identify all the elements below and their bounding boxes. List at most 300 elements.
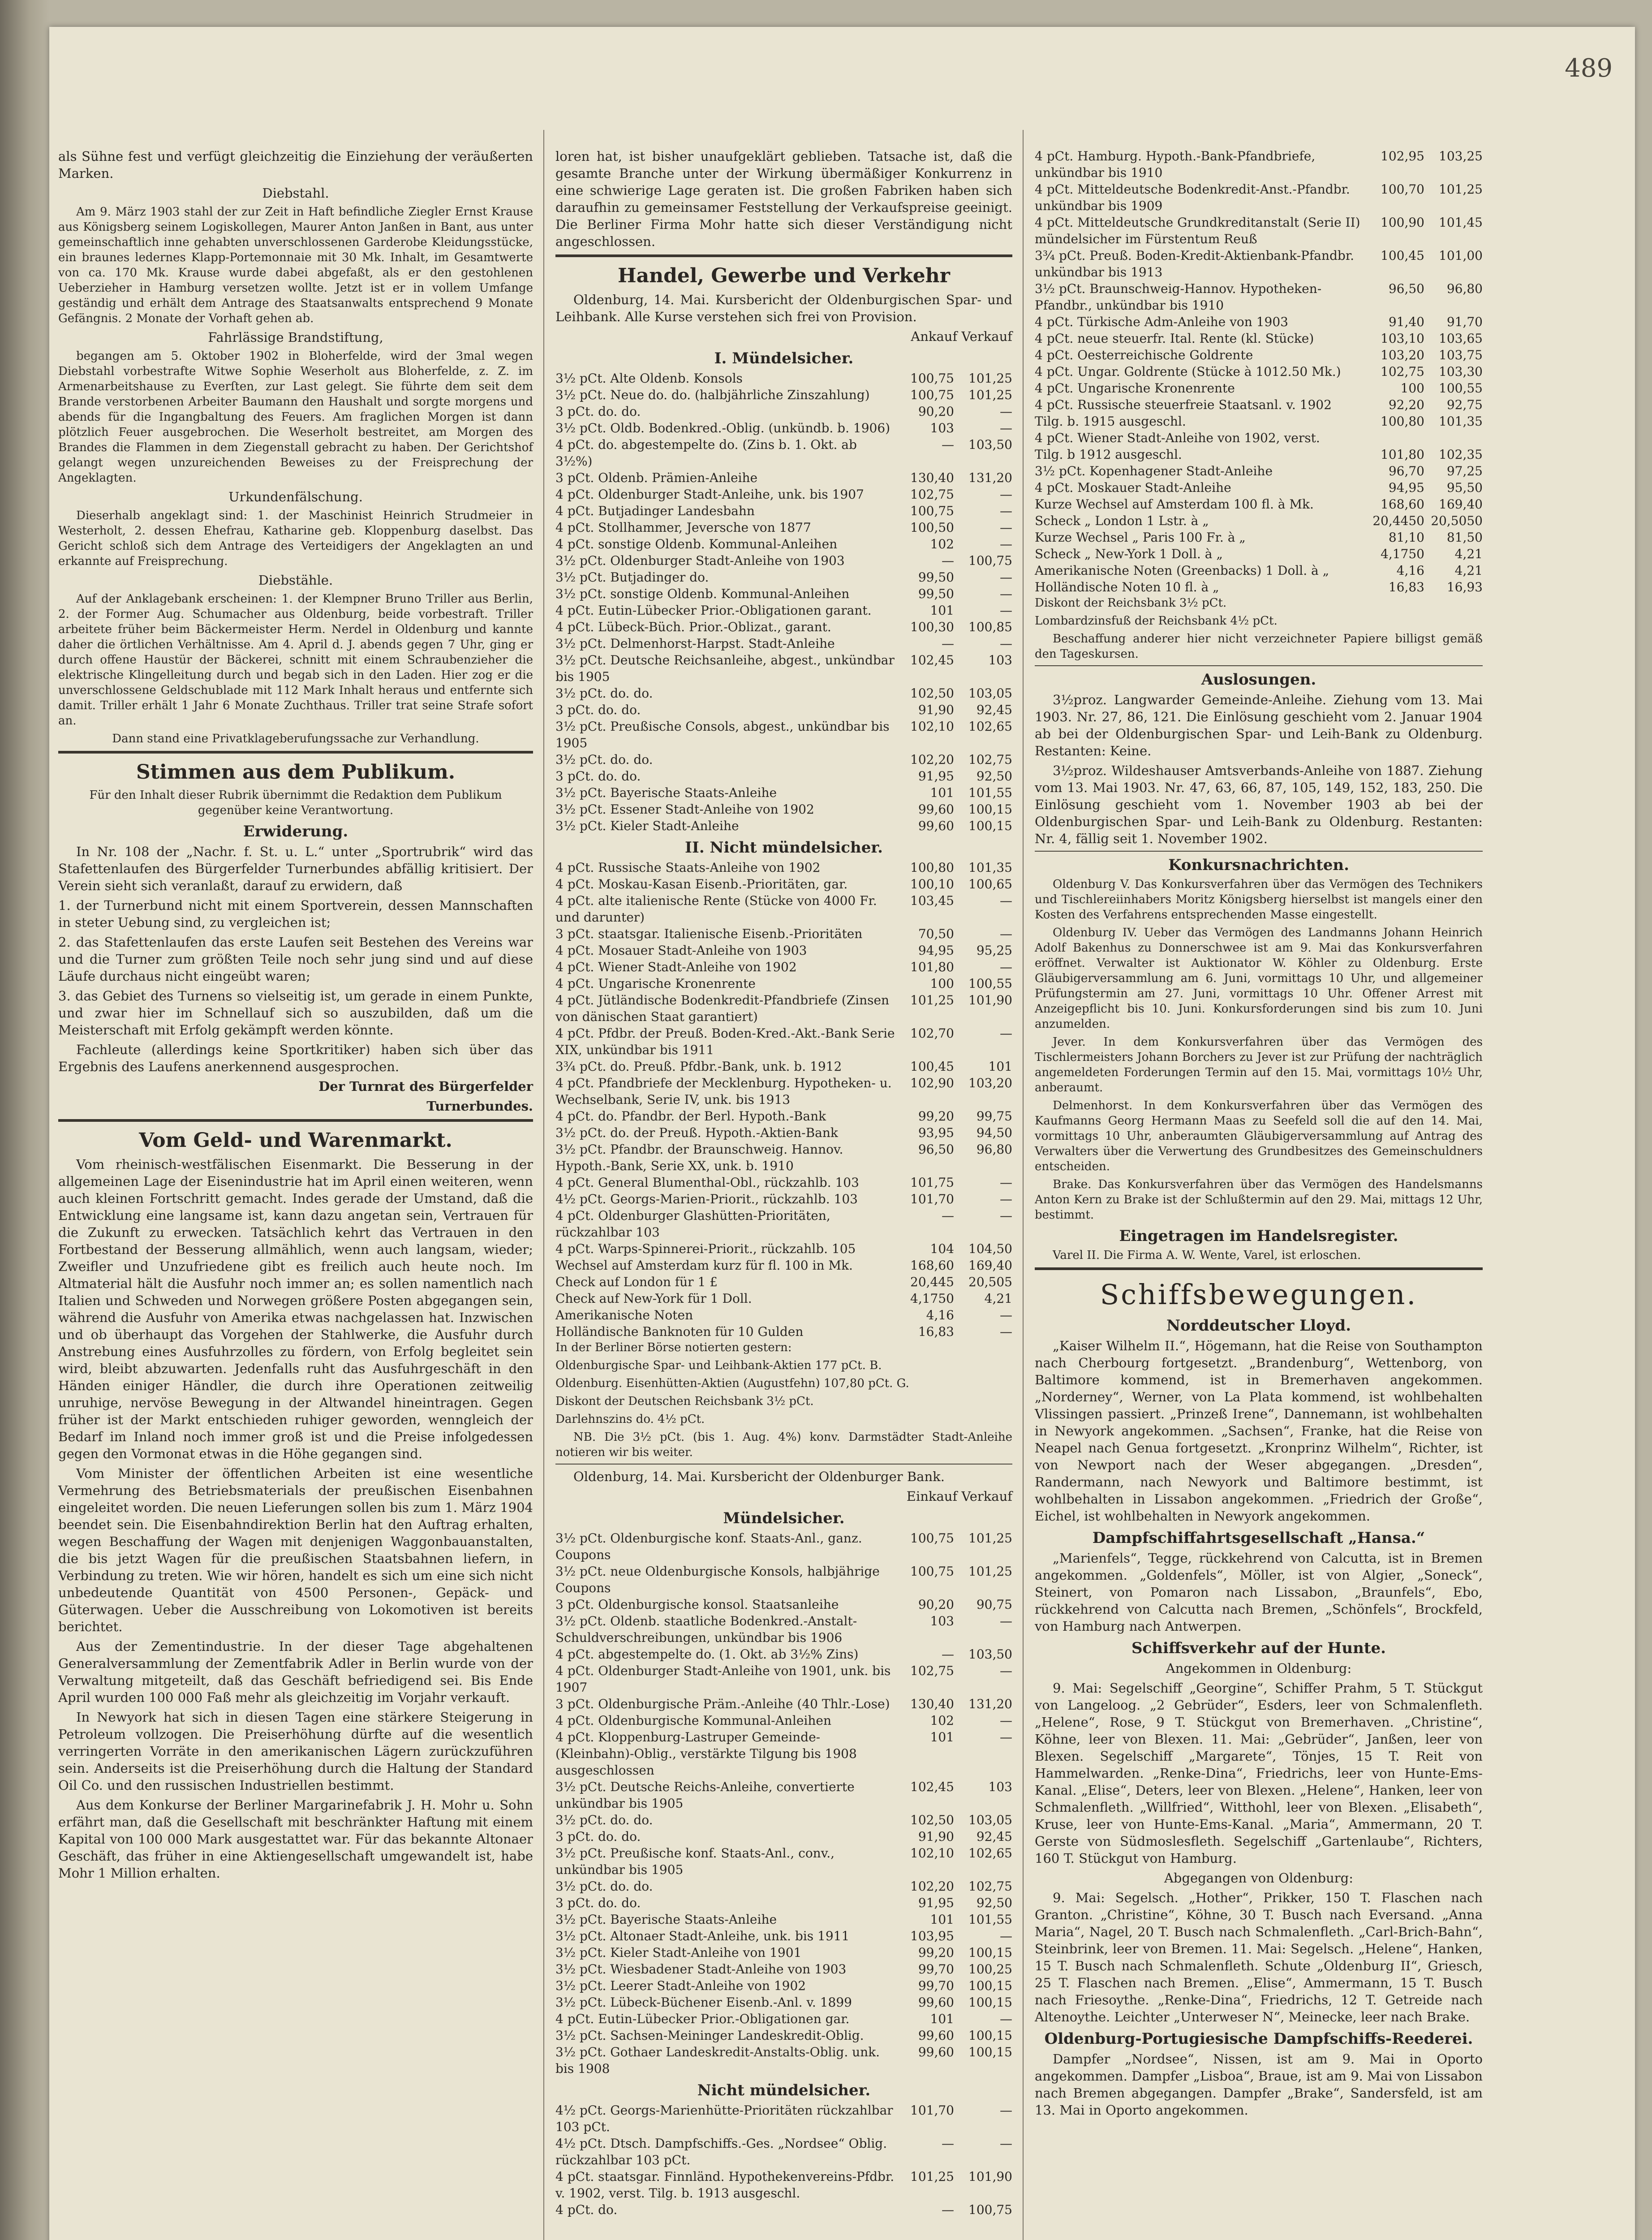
- diebstahl-title: Diebstahl.: [262, 185, 329, 201]
- kurs-row: [555, 1779, 1012, 1812]
- kurs-label: 4 pCt. staatsgar. Finnländ. Hypothekenvereins-Pfdbr. v. 1902, verst. Tilg. b. 1913 ausgeschl.: [555, 2169, 895, 2201]
- kurs-verkauf: 92,50: [976, 1895, 1012, 1910]
- kurs-row: [1035, 579, 1483, 595]
- kurs-row: [555, 370, 1012, 387]
- kurs-row: [1035, 347, 1483, 363]
- kurs2-table-1: [555, 1530, 1012, 2077]
- kurs-row: [555, 1646, 1012, 1663]
- kurs-label: 4 pCt. Mosauer Stadt-Anleihe von 1903: [555, 943, 807, 958]
- kurs-ankauf: 101,75: [910, 1175, 954, 1190]
- kurs-ankauf: 99,50: [918, 586, 954, 601]
- kurs-verkauf: 101,35: [968, 860, 1012, 875]
- kurs-ankauf: 100,70: [1381, 182, 1424, 197]
- kurs-label: 3½ pCt. Oldenburgische konf. Staats-Anl., ganz. Coupons: [555, 1531, 862, 1562]
- kurs-ankauf: 91,90: [918, 702, 954, 717]
- kurs-row: [555, 1058, 1012, 1075]
- kurs-label: Tilg. b. 1915 ausgeschl.: [1035, 414, 1186, 429]
- kurs-label: 4 pCt. Türkische Adm-Anleihe von 1903: [1035, 314, 1288, 329]
- kurs-verkauf: 100,55: [1439, 381, 1483, 396]
- kurs-verkauf: 94,50: [976, 1125, 1012, 1140]
- kurs1-intro: Oldenburg, 14. Mai. Kursbericht der Oldenburgischen Spar- und Leihbank. Alle Kurse verstehen sich frei von Provision.: [555, 292, 1012, 324]
- kurs-ankauf: 100,10: [910, 877, 954, 892]
- kurs-verkauf: 104,50: [968, 1241, 1012, 1256]
- kurs-ankauf: 102,90: [910, 1076, 954, 1090]
- kurs-row: [555, 1141, 1012, 1174]
- kurs-label: 3 pCt. do. do.: [555, 404, 641, 419]
- kurs-label: Check auf New-York für 1 Doll.: [555, 1291, 752, 1306]
- kurs-ankauf: 102: [930, 537, 954, 551]
- kurs-row: [1035, 446, 1483, 463]
- newspaper-page: [49, 27, 1635, 2240]
- kurs-verkauf: —: [1000, 636, 1012, 651]
- kurs-label: 4 pCt. Lübeck-Büch. Prior.-Oblizat., garant.: [555, 620, 831, 634]
- kurs1-section: II. Nicht mündelsicher.: [685, 839, 883, 857]
- kurs-verkauf: —: [1000, 1713, 1012, 1728]
- diebstaehle-text: Auf der Anklagebank erscheinen: 1. der Klempner Bruno Triller aus Berlin, 2. der Former Aug. Schumacher aus Oldenburg, beide vorbestraft. Triller arbeitete früher beim Bäckermeister Herm. Nerdel in Oldenburg und kannte daher die örtlichen Verhältnisse. Am 4. April d. J. abends gegen 7 Uhr, ging er durch offene Haustür der Bäckerei, schnitt mit einem Schraubenzieher die elektrische Klingelleitung durch und begab sich in den Laden. Hier zog er die unverschlossene Geldschublade mit 112 Mark Inhalt heraus und entfernte sich damit. Triller erhält 1 Jahr 6 Monate Zuchthaus. Triller trat seine Strafe sofort an.: [58, 592, 533, 728]
- kurs-verkauf: 97,25: [1446, 464, 1483, 478]
- kurs-label: Wechsel auf Amsterdam kurz für fl. 100 in Mk.: [555, 1258, 853, 1273]
- kurs-ankauf: 102,70: [910, 1026, 954, 1041]
- kurs-verkauf: 103,05: [968, 686, 1012, 701]
- kurs-ankauf: 94,95: [918, 943, 954, 958]
- boerse-line: Oldenburg. Eisenhütten-Aktien (Augustfehn) 107,80 pCt. G.: [555, 1377, 909, 1390]
- kurs-ankauf: —: [942, 1647, 954, 1662]
- kurs-verkauf: 100,85: [968, 620, 1012, 634]
- kurs-label: 4 pCt. Oesterreichische Goldrente: [1035, 348, 1253, 362]
- col1-intro: als Sühne fest und verfügt gleichzeitig die Einziehung der veräußerten Marken.: [58, 149, 533, 181]
- kurs-label: 3½ pCt. Delmenhorst-Harpst. Stadt-Anleihe: [555, 636, 835, 651]
- kurs2-intro: Oldenburg, 14. Mai. Kursbericht der Oldenburger Bank.: [573, 1469, 945, 1484]
- kurs-label: Kurze Wechsel „ Paris 100 Fr. à „: [1035, 530, 1246, 545]
- kurs1-section: I. Mündelsicher.: [714, 349, 854, 367]
- kurs-ankauf: 102,45: [910, 653, 954, 668]
- kurs-ankauf: 168,60: [910, 1258, 954, 1273]
- kurs-row: [555, 876, 1012, 892]
- kurs-verkauf: —: [1000, 603, 1012, 618]
- kurs-label: 3½ pCt. Essener Stadt-Anleihe von 1902: [555, 802, 814, 817]
- erwiderung-signature: Der Turnrat des Bürgerfelder: [318, 1079, 533, 1094]
- kurs-ankauf: —: [942, 2202, 954, 2217]
- kurs-label: 3½ pCt. Kieler Stadt-Anleihe von 1901: [555, 1945, 802, 1960]
- kurs2-section: Mündelsicher.: [723, 1509, 845, 1527]
- kurs-verkauf: —: [1000, 520, 1012, 535]
- kurs-ankauf: —: [942, 636, 954, 651]
- kurs-verkauf: —: [1000, 487, 1012, 502]
- kurs-label: 3½ pCt. do. do.: [555, 1879, 653, 1894]
- kurs-verkauf: 100,15: [968, 1945, 1012, 1960]
- hunte-title: Schiffsverkehr auf der Hunte.: [1131, 1639, 1386, 1657]
- kurs-row: [555, 784, 1012, 801]
- kurs-row: [555, 1961, 1012, 1977]
- kurs-row: [555, 2102, 1012, 2135]
- kurs-row: [1035, 247, 1483, 280]
- hunte-subtitle: Angekommen in Oldenburg:: [1166, 1661, 1352, 1676]
- kurs-row: [555, 892, 1012, 926]
- kurs-ankauf: 102,75: [1381, 364, 1424, 379]
- kurs-label: 3½ pCt. Bayerische Staats-Anleihe: [555, 785, 777, 800]
- kurs-verkauf: 103: [988, 653, 1012, 668]
- kurs-label: 3½ pCt. sonstige Oldenb. Kommunal-Anleihen: [555, 586, 850, 601]
- geld-paragraph: Vom Minister der öffentlichen Arbeiten ist eine wesentliche Vermehrung des Betriebsmaterials der preußischen Eisenbahnen eingeleitet worden. Die neuen Lieferungen sollen bis zum 1. März 1904 beendet sein. Die Eisenbahndirektion Berlin hat den Auftrag erhalten, wegen Beschaffung der Wagen mit denjenigen Waggonbauanstalten, die bis jetzt Wagen für die preußischen Staatsbahnen liefern, in Verbindung zu treten. Wie wir hören, handelt es sich um eine sich nicht unbedeutende Quantität von 4500 Personen-, Gepäck- und Güterwagen. Ueber die Ausschreibung von Lokomotiven ist bereits berichtet.: [58, 1466, 533, 1634]
- kurs-verkauf: 92,45: [976, 702, 1012, 717]
- kurs-ankauf: 101,80: [1381, 447, 1424, 462]
- kurs1-table-2: [555, 859, 1012, 1340]
- divider: [58, 1119, 533, 1122]
- kurs-label: 3¾ pCt. do. Preuß. Pfdbr.-Bank, unk. b. 1912: [555, 1059, 842, 1074]
- boerse-line: Darlehnszins do. 4½ pCt.: [555, 1413, 705, 1426]
- kurs-verkauf: —: [1000, 421, 1012, 435]
- kurs-ankauf: 99,60: [918, 1995, 954, 2010]
- kurs-verkauf: —: [1000, 1192, 1012, 1206]
- kurs-row: [555, 1845, 1012, 1878]
- kurs-row: [555, 959, 1012, 975]
- kurs-ankauf: 103,20: [1381, 348, 1424, 362]
- divider: [1035, 665, 1483, 666]
- binding-edge: [0, 0, 49, 2240]
- brand-text: begangen am 5. Oktober 1902 in Bloherfelde, wird der 3mal wegen Diebstahl vorbestrafte Witwe Sophie Weserholt aus Bloherfelde, z. Z. im Armenarbeitshause zu Everſten, zur Last gelegt. Sie führte dem seit dem Brande verstorbenen Arbeiter Baumann den Haushalt und sorgte morgens und abends für die Ingangbaltung des Feuers. Am fraglichen Morgen ist dann plötzlich Feuer ausgebrochen. Die Weserholt bestreitet, am Morgen des Brandes die Flammen in dem Ziegenstall gebracht zu haben. Der Gerichtshof gelangt wegen unzureichenden Beweises zu der Freisprechung der Angeklagten.: [58, 349, 533, 485]
- kurs-ankauf: 16,83: [918, 1324, 954, 1339]
- kurs-label: 4½ pCt. Georgs-Marien-Priorit., rückzahlb. 103: [555, 1192, 858, 1206]
- kurs-ankauf: 90,20: [918, 404, 954, 419]
- kurs-verkauf: 92,50: [976, 769, 1012, 784]
- kurs-row: [555, 387, 1012, 403]
- kurs-label: 4 pCt. Jütländische Bodenkredit-Pfandbriefe (Zinsen von dänischen Staat garantiert): [555, 993, 890, 1024]
- kurs-row: [1035, 479, 1483, 496]
- kurs-label: 4 pCt. do.: [555, 2202, 618, 2217]
- kurs-label: Amerikanische Noten: [555, 1308, 693, 1322]
- boerse-line: In der Berliner Börse notierten gestern:: [555, 1341, 792, 1354]
- kurs-ankauf: 104: [930, 1241, 954, 1256]
- kurs-verkauf: 16,93: [1446, 580, 1483, 594]
- kurs-ankauf: 96,70: [1388, 464, 1424, 478]
- geld-paragraph: Vom rheinisch-westfälischen Eisenmarkt. Die Besserung in der allgemeinen Lage der Eisenindustrie hat im April einen weiteren, wenn auch kleinen Fortschritt gemacht. Indes gerade der Umstand, daß die Entwicklung eine langsame ist, kann dazu angetan sein, Vertrauen für die Zukunft zu erwecken. Tatsächlich kehrt das Vertrauen in den Fortbestand der Besserung allmählich, wenn auch langsam, wieder; Zweifler und Unzufriedene gibt es freilich auch heute noch. Im Altmaterial hält die Ausfuhr noch immer an; es sollen namentlich nach Italien und Schweden und Norwegen größere Posten abgegangen sein, während die Ausfuhr von Amerika etwas nachgelassen hat. Inzwischen und ob überhaupt das Vorgehen der Stahlwerke, die Ausfuhr durch Anstrebung eines Ausfuhrzolles zu fördern, von Erfolg begleitet sein wird, bleibt abzuwarten. Jedenfalls ruht das Ausfuhrgeschäft in den Händen einiger Händler, die durch ihre Operationen zeitweilig unruhige, nervöse Bewegung in der Altwandel hineintragen. Gegen früher ist der Markt entschieden ruhiger geworden, wenngleich der Bedarf im Inland noch immer groß ist und die Preise infolgedessen gegen den Vormonat etwas in die Höhe gegangen sind.: [58, 1157, 533, 1461]
- kurs-row: [1035, 463, 1483, 479]
- kurs-ankauf: 100,45: [1381, 248, 1424, 263]
- kurs-ankauf: 100: [1400, 381, 1424, 396]
- kurs-verkauf: —: [1000, 1324, 1012, 1339]
- kurs-verkauf: 103,50: [968, 437, 1012, 452]
- kurs-row: [555, 1257, 1012, 1274]
- kurs-verkauf: 100,15: [968, 818, 1012, 833]
- kurs-row: [555, 1944, 1012, 1961]
- kurs1-header: Ankauf Verkauf: [911, 329, 1012, 344]
- divider: [555, 254, 1012, 257]
- kurs-verkauf: 103,75: [1439, 348, 1483, 362]
- kurs-verkauf: 20,505: [968, 1275, 1012, 1289]
- kurs-ankauf: 94,95: [1388, 480, 1424, 495]
- kurs-label: 4 pCt. Stollhammer, Jeversche von 1877: [555, 520, 811, 535]
- kurs-label: 4½ pCt. Georgs-Marienhütte-Prioritäten rückzahlbar 103 pCt.: [555, 2103, 893, 2134]
- erwiderung-item: 1. der Turnerbund nicht mit einem Sportverein, dessen Mannschaften in steter Uebung sind, zu vergleichen ist;: [58, 898, 533, 930]
- kurs-verkauf: 91,70: [1446, 314, 1483, 329]
- kurs-ankauf: 101: [930, 2012, 954, 2026]
- kurs-label: Scheck „ New-York 1 Doll. à „: [1035, 547, 1223, 561]
- kurs2-section: Nicht mündelsicher.: [697, 2081, 871, 2099]
- kurs-ankauf: 100,80: [1381, 414, 1424, 429]
- kurs-ankauf: 103,10: [1381, 331, 1424, 346]
- kurs-ankauf: 70,50: [918, 926, 954, 941]
- kurs-row: [555, 1994, 1012, 2011]
- kurs-label: 3½ pCt. do. do.: [555, 752, 653, 767]
- kurs-row: [555, 403, 1012, 420]
- kurs-row: [555, 1712, 1012, 1729]
- kurs-label: Holländische Banknoten für 10 Gulden: [555, 1324, 804, 1339]
- kurs-row: [555, 1878, 1012, 1895]
- kurs-ankauf: 99,50: [918, 570, 954, 585]
- kurs-row: [555, 1124, 1012, 1141]
- kurs-label: 3½ pCt. Kopenhagener Stadt-Anleihe: [1035, 464, 1273, 478]
- kurs-verkauf: 103,30: [1439, 364, 1483, 379]
- kurs-row: [555, 2201, 1012, 2218]
- kurs-label: 3½ pCt. Butjadinger do.: [555, 570, 709, 585]
- kurs-verkauf: 100,15: [968, 1995, 1012, 2010]
- kurs-row: [555, 2135, 1012, 2168]
- diebstaehle-end: Dann stand eine Privatklageberufungssache zur Verhandlung.: [112, 732, 479, 745]
- kurs-ankauf: 91,90: [918, 1829, 954, 1844]
- kurs-row: [555, 818, 1012, 834]
- kurs-verkauf: 4,21: [1454, 547, 1483, 561]
- kurs-ankauf: 100,50: [910, 520, 954, 535]
- portugal-title: Oldenburg-Portugiesische Dampfschiffs-Reederei.: [1044, 2030, 1473, 2048]
- handelsregister-text: Varel II. Die Firma A. W. Wente, Varel, ist erloschen.: [1053, 1249, 1361, 1262]
- kurs-row: [555, 992, 1012, 1025]
- kurs-verkauf: 100,65: [968, 877, 1012, 892]
- erwiderung-item: 2. das Stafettenlaufen das erste Laufen seit Bestehen des Vereins war und die Turner zum größten Teile noch sehr jung sind und auf diese Läufe durchaus nicht eingeübt waren;: [58, 935, 533, 984]
- kurs-label: 3 pCt. do. do.: [555, 1829, 641, 1844]
- kurs-verkauf: 102,75: [968, 752, 1012, 767]
- kurs-label: 3½ pCt. neue Oldenburgische Konsols, halbjährige Coupons: [555, 1564, 880, 1595]
- kurs-row: [555, 1828, 1012, 1845]
- kurs-row: [555, 1207, 1012, 1241]
- kurs-row: [555, 1911, 1012, 1928]
- kurs-ankauf: 100,75: [910, 388, 954, 402]
- kurs-row: [555, 1307, 1012, 1323]
- kurs-label: 4 pCt. Wiener Stadt-Anleihe von 1902: [555, 960, 797, 974]
- konkurs-text: Jever. In dem Konkursverfahren über das Vermögen des Tischlermeisters Johann Borchers zu Jever ist zur Prüfung der nachträglich angemeldeten Forderungen Termin auf den 15. Mai, vormittags 10½ Uhr, anberaumt.: [1035, 1035, 1483, 1094]
- boerse-line: Oldenburgische Spar- und Leihbank-Aktien 177 pCt. B.: [555, 1359, 882, 1372]
- kurs-label: 3½ pCt. Oldb. Bodenkred.-Oblig. (unkündb. b. 1906): [555, 421, 891, 435]
- divider: [1035, 1267, 1483, 1270]
- kurs-ankauf: 101: [930, 603, 954, 618]
- kurs-ankauf: 100,80: [910, 860, 954, 875]
- kurs-ankauf: 101,70: [910, 2103, 954, 2118]
- kurs-verkauf: 92,45: [976, 1829, 1012, 1844]
- kurs-row: [555, 1977, 1012, 1994]
- kurs-label: 3½ pCt. Braunschweig-Hannov. Hypotheken-Pfandbr., unkündbar bis 1910: [1035, 281, 1322, 313]
- kurs-label: 4 pCt. Moskauer Stadt-Anleihe: [1035, 480, 1231, 495]
- kurs-row: [1035, 214, 1483, 247]
- kurs-row: [555, 2011, 1012, 2027]
- kurs-verkauf: —: [1000, 2136, 1012, 2151]
- kurs-label: 3½ pCt. Deutsche Reichs-Anleihe, convertierte unkündbar bis 1905: [555, 1779, 855, 1811]
- kurs-ankauf: 102,20: [910, 752, 954, 767]
- kurs-verkauf: —: [1000, 1663, 1012, 1678]
- lloyd-title: Norddeutscher Lloyd.: [1166, 1317, 1351, 1335]
- kurs-ankauf: —: [942, 437, 954, 452]
- kurs-label: Tilg. b 1912 ausgeschl.: [1035, 447, 1182, 462]
- kurs-row: [555, 635, 1012, 652]
- kurs-label: 4 pCt. Ungar. Goldrente (Stücke à 1012.50 Mk.): [1035, 364, 1341, 379]
- geld-title: Vom Geld- und Warenmarkt.: [139, 1129, 452, 1152]
- kurs-verkauf: —: [1000, 1730, 1012, 1745]
- kurs-row: [555, 470, 1012, 486]
- kurs-ankauf: 100,90: [1381, 215, 1424, 230]
- kurs-row: [555, 859, 1012, 876]
- kurs-ankauf: 99,60: [918, 818, 954, 833]
- kurs-row: [555, 2044, 1012, 2077]
- kurs-row: [555, 801, 1012, 818]
- kurs-verkauf: 95,50: [1446, 480, 1483, 495]
- kurs-verkauf: 102,65: [968, 1846, 1012, 1861]
- kurs-label: 3 pCt. Oldenburgische Präm.-Anleihe (40 Thlr.-Lose): [555, 1697, 890, 1711]
- kurs-verkauf: 131,20: [968, 1697, 1012, 1711]
- kurs-verkauf: 169,40: [968, 1258, 1012, 1273]
- kurs-ankauf: 101,80: [910, 960, 954, 974]
- kurs-ankauf: 102,10: [910, 719, 954, 734]
- kurs-verkauf: 100,15: [968, 1978, 1012, 1993]
- kurs-row: [1035, 330, 1483, 347]
- kurs-verkauf: 169,40: [1439, 497, 1483, 512]
- kurs-label: 4 pCt. Pfandbriefe der Mecklenburg. Hypotheken- u. Wechselbank, Serie IV, unk. bis 1913: [555, 1076, 892, 1107]
- kurs-ankauf: 99,60: [918, 802, 954, 817]
- kurs-ankauf: 101: [930, 1730, 954, 1745]
- kurs-row: [555, 486, 1012, 503]
- kurs-verkauf: 101,25: [968, 388, 1012, 402]
- kurs-verkauf: 101,25: [968, 1564, 1012, 1579]
- kurs-row: [1035, 562, 1483, 579]
- kurs-ankauf: 102,75: [910, 487, 954, 502]
- kurs-verkauf: 103: [988, 1779, 1012, 1794]
- kurs-ankauf: 92,20: [1388, 397, 1424, 412]
- portugal-text: Dampfer „Nordsee“, Nissen, ist am 9. Mai in Oporto angekommen. Dampfer „Lisboa“, Braue, ist am 9. Mai von Lissabon nach Bremen abgegangen. Dampfer „Brake“, Sandersfeld, ist am 13. Mai in Oporto angekommen.: [1035, 2051, 1483, 2118]
- kurs-verkauf: 103,50: [968, 1647, 1012, 1662]
- konkurs-title: Konkursnachrichten.: [1168, 856, 1349, 874]
- kurs-label: 4 pCt. General Blumenthal-Obl., rückzahlb. 103: [555, 1175, 859, 1190]
- kurs-ankauf: 101,25: [910, 2169, 954, 2184]
- hunte-text: 9. Mai: Segelsch. „Hother“, Prikker, 150 T. Flaschen nach Granton. „Christine“, Köhne, 30 T. Busch nach Eversand. „Anna Maria“, Nagel, 20 T. Busch nach Schmalenfleth. „Carl-Brich-Bahn“, Steinbrink, leer von Bremen. 11. Mai: Segelsch. „Helene“, Hanken, 15 T. Busch nach Schmalenfleth. Schute „Oldenburg II“, Griesch, 25 T. Flaschen nach Bremen. „Elise“, Ammermann, 15 T. Busch nach Friesoythe. „Renke-Dina“, Friedrichs, 12 T. Getreide nach Altenoythe. Leichter „Unterweser N“, Meinecke, leer nach Brake.: [1035, 1890, 1483, 2025]
- kurs-verkauf: 102,65: [968, 719, 1012, 734]
- divider: [58, 751, 533, 754]
- kurs-ankauf: 100: [930, 976, 954, 991]
- kurs-row: [1035, 413, 1483, 430]
- kurs-label: 4 pCt. Mitteldeutsche Grundkreditanstalt (Serie II) mündelsicher im Fürstentum Reuß: [1035, 215, 1360, 246]
- geld-paragraph: Aus dem Konkurse der Berliner Margarinefabrik J. H. Mohr u. Sohn erfährt man, daß die Gesellschaft mit beschränkter Haftung mit einem Kapital von 100 000 Mark ausgestattet war. Für das bekannte Altonaer Geschäft, das früher in eine Aktiengesellschaft umgewandelt ist, habe Mohr 1 Million erhalten.: [58, 1797, 533, 1881]
- kurs-verkauf: 101,55: [968, 1912, 1012, 1927]
- column-2: [555, 148, 1012, 2218]
- kurs-verkauf: 103,05: [968, 1813, 1012, 1827]
- kurs-verkauf: 96,80: [1446, 281, 1483, 296]
- kurs-verkauf: 101,00: [1439, 248, 1483, 263]
- kurs-verkauf: —: [1000, 504, 1012, 518]
- kurs-ankauf: 99,70: [918, 1962, 954, 1977]
- kurs-row: [555, 420, 1012, 436]
- kurs-verkauf: 101,35: [1439, 414, 1483, 429]
- kurs-ankauf: 103,95: [910, 1929, 954, 1943]
- kurs-verkauf: 4,21: [984, 1291, 1012, 1306]
- kurs-label: 4 pCt. Eutin-Lübecker Prior.-Obligationen gar.: [555, 2012, 850, 2026]
- erwiderung-title: Erwiderung.: [243, 823, 348, 840]
- kurs-ankauf: 93,95: [918, 1125, 954, 1140]
- kurs-verkauf: 101,25: [968, 1531, 1012, 1546]
- kurs-label: 4 pCt. Oldenburger Glashütten-Prioritäten, rückzahlbar 103: [555, 1208, 830, 1240]
- kurs-verkauf: —: [1000, 893, 1012, 908]
- kurs-label: 3½ pCt. Leerer Stadt-Anleihe von 1902: [555, 1978, 806, 1993]
- kurs-label: 3½ pCt. Altonaer Stadt-Anleihe, unk. bis 1911: [555, 1929, 850, 1943]
- kurs-verkauf: —: [1000, 404, 1012, 419]
- kurs-row: [555, 1729, 1012, 1779]
- kurs-verkauf: —: [1000, 2012, 1012, 2026]
- kurs-label: 3½ pCt. Preußische Consols, abgest., unkündbar bis 1905: [555, 719, 890, 750]
- kurs-verkauf: 103,20: [968, 1076, 1012, 1090]
- kurs-label: 4 pCt. Kloppenburg-Lastruper Gemeinde-(Kleinbahn)-Oblig., verstärkte Tilgung bis 1908 ausgeschlossen: [555, 1730, 857, 1778]
- kurs2-header: Einkauf Verkauf: [906, 1489, 1012, 1504]
- kurs-ankauf: 99,20: [918, 1109, 954, 1124]
- kurs-verkauf: 100,75: [968, 2202, 1012, 2217]
- kurs-verkauf: 100,15: [968, 802, 1012, 817]
- kurs-verkauf: 102,35: [1439, 447, 1483, 462]
- kurs-ankauf: 20,445: [910, 1275, 954, 1289]
- konkurs-text: Oldenburg IV. Ueber das Vermögen des Landmanns Johann Heinrich Adolf Bakenhus zu Donnerschwee ist am 9. Mai das Konkursverfahren eröffnet. Verwalter ist Auktionator W. Köhler zu Oldenburg. Erste Gläubigerversammlung am 6. Juni, vormittags 10 Uhr, und allgemeiner Prüfungstermin am 27. Juni, vormittags 10 Uhr. Offener Arrest mit Anzeigepflicht bis 10. Juni. Konkursforderungen sind bis zum 10. Juni anzumelden.: [1035, 926, 1483, 1031]
- divider: [1035, 851, 1483, 852]
- column-1: [58, 148, 533, 1884]
- kurs-row: [555, 1075, 1012, 1108]
- kurs-ankauf: 100,30: [910, 620, 954, 634]
- kurs-ankauf: 102,95: [1381, 149, 1424, 164]
- kurs-ankauf: 100,75: [910, 1531, 954, 1546]
- kurs-ankauf: 103: [930, 421, 954, 435]
- kurs-ankauf: 99,60: [918, 2045, 954, 2059]
- erwiderung-item: 3. das Gebiet des Turnens so vielseitig ist, um gerade in einem Punkte, und zwar hier im Schnellauf sich so auszubilden, daß um die Meisterschaft mit Erfolg gekämpft werden könnte.: [58, 988, 533, 1038]
- kurs-verkauf: 101,45: [1439, 215, 1483, 230]
- kurs-label: 4 pCt. Ungarische Kronenrente: [555, 976, 756, 991]
- kurs-label: Scheck „ London 1 Lstr. à „: [1035, 513, 1209, 528]
- kurs-ankauf: 4,1750: [910, 1291, 954, 1306]
- kurs-verkauf: —: [1000, 960, 1012, 974]
- kurs-ankauf: 100,75: [910, 504, 954, 518]
- kurs-ankauf: 100,75: [910, 371, 954, 386]
- kurs-row: [555, 602, 1012, 619]
- boerse-line: Diskont der Deutschen Reichsbank 3½ pCt.: [555, 1395, 814, 1408]
- kurs-ankauf: 100,75: [910, 1564, 954, 1579]
- hunte-text: 9. Mai: Segelschiff „Georgine“, Schiffer Prahm, 5 T. Stückgut von Langeloog. „2 Gebrüder“, Esders, leer von Schmalenfleth. „Helene“, Rose, 9 T. Stückgut von Bremerhaven. „Christine“, Köhne, leer von Blexen. 11. Mai: „Gebrüder“, Janßen, leer von Blexen. Segelschiff „Margarete“, Tönjes, 15 T. Reit von Hammelwarden. „Renke-Dina“, Friedrichs, leer von Hunte-Ems-Kanal. „Elise“, Deters, leer von Blexen. „Helene“, Hanken, leer von Schmalenfleth. „Willfried“, Witthohl, leer von Blexen. „Elisabeth“, Kruse, leer von Hunte-Ems-Kanal. „Maria“, Ammermann, 20 T. Gerste von Südmoslesfleth. Segelschiff „Gartenlaube“, Richters, 160 T. Stückgut von Hamburg.: [1035, 1680, 1483, 1866]
- boerse-nb: NB. Die 3½ pCt. (bis 1. Aug. 4%) konv. Darmstädter Stadt-Anleihe notieren wir bis weiter.: [555, 1430, 1012, 1459]
- kurs-row: [555, 503, 1012, 519]
- kurs-row: [555, 1696, 1012, 1712]
- erwiderung-end: Fachleute (allerdings keine Sportkritiker) haben sich über das Ergebnis des Laufens anerkennend ausgesprochen.: [58, 1042, 533, 1074]
- kurs-label: 4 pCt. do. abgestempelte do. (Zins b. 1. Okt. ab 3½%): [555, 437, 857, 469]
- kurs-label: 3 pCt. do. do.: [555, 769, 641, 784]
- kurs-row: [555, 519, 1012, 536]
- kurs-verkauf: 101: [988, 1059, 1012, 1074]
- kurs-verkauf: —: [1000, 1308, 1012, 1322]
- kurs-verkauf: 102,75: [968, 1879, 1012, 1894]
- diskont: Diskont der Reichsbank 3½ pCt.: [1035, 596, 1227, 610]
- kurs1-table-1: [555, 370, 1012, 834]
- column-3: [1035, 148, 1483, 2121]
- auslosungen-text: 3½proz. Langwarder Gemeinde-Anleihe. Ziehung vom 13. Mai 1903. Nr. 27, 86, 121. Die Einlösung geschieht vom 2. Januar 1904 ab bei der Oldenburgischen Spar- und Leih-Bank zu Oldenburg. Restanten: Keine.: [1035, 692, 1483, 758]
- lombard: Lombardzinsfuß der Reichsbank 4½ pCt.: [1035, 614, 1278, 628]
- kurs-verkauf: 103,65: [1439, 331, 1483, 346]
- kurs-row: [555, 1928, 1012, 1944]
- kurs-row: [555, 1323, 1012, 1340]
- kurs-verkauf: 101,55: [968, 785, 1012, 800]
- kurs-row: [555, 1663, 1012, 1696]
- erwiderung-signature: Turnerbundes.: [426, 1098, 533, 1114]
- kurs-verkauf: —: [1000, 1614, 1012, 1628]
- kurs-row: [1035, 181, 1483, 214]
- kurs-row: [555, 685, 1012, 702]
- kurs-label: 4 pCt. Oldenburger Stadt-Anleihe von 1901, unk. bis 1907: [555, 1663, 891, 1695]
